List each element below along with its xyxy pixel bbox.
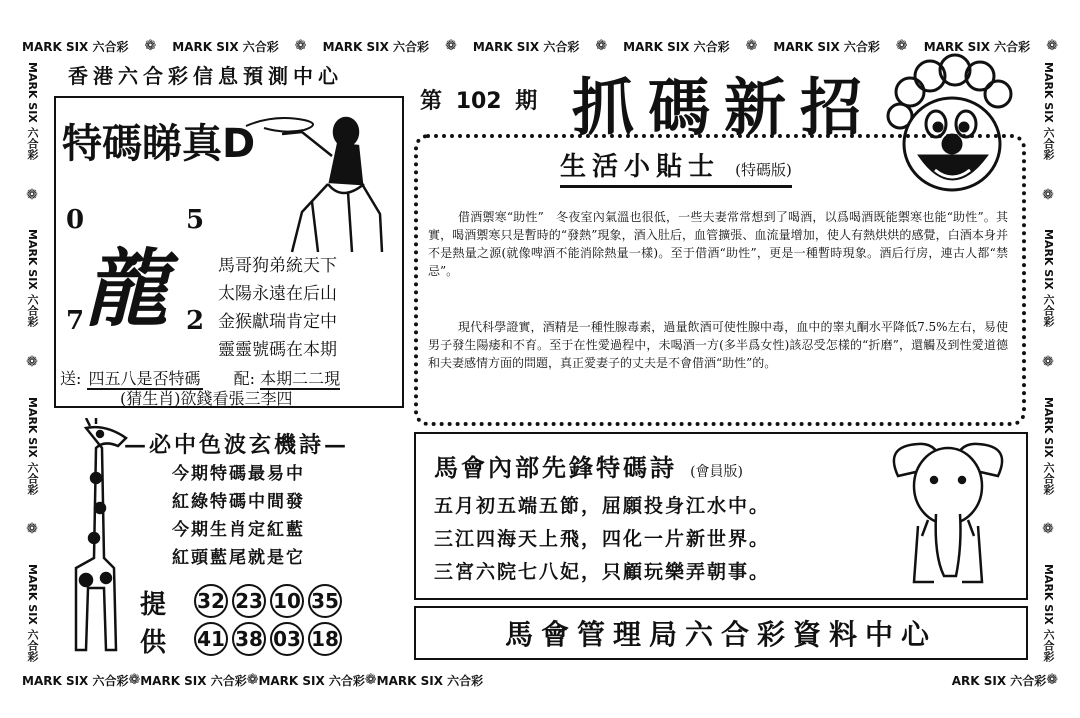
corner-number: 2 [186, 306, 205, 336]
vanguard-poem [434, 490, 770, 589]
issue-label [420, 84, 537, 115]
border-unit: MARK SIX 六合彩 [1042, 396, 1055, 495]
wave-title: —必中色波玄機詩— [124, 432, 350, 458]
vanguard-poem-line: 三江四海天上飛，四化一片新世界。 [434, 528, 771, 550]
bottom-border-strip [22, 670, 1058, 690]
vanguard-title: 馬會內部先鋒特碼詩 [434, 453, 677, 482]
tips-heading [560, 146, 792, 188]
flower-icon: ❁ [1042, 186, 1054, 203]
border-unit: MARK SIX 六合彩 [22, 673, 129, 688]
tips-paragraph: 借酒禦寒“助性” 冬夜室內氣溫也很低，一些夫妻常常想到了喝酒，以爲喝酒既能禦寒也能“助性”。其實，喝酒禦寒只是暫時的“發熱”現象，酒入肚后，血管擴張、血流量增加，使人有熱烘烘的感覺，白酒本身并不是熱量之源(就像啤酒不能消除熱量一樣)。至于借酒“助性”，更是一種暫時現象。酒后行房，連古人都“禁忌”。 [428, 210, 1008, 278]
border-unit: MARK SIX 六合彩 [773, 39, 880, 54]
border-unit: MARK SIX 六合彩 [258, 673, 365, 688]
tema-title: 特碼睇真D [62, 121, 256, 167]
border-unit: MARK SIX 六合彩 [26, 229, 39, 328]
wave-poem-line: 今期生肖定紅藍 [172, 520, 305, 540]
flower-icon: ❁ [595, 38, 608, 54]
border-unit: MARK SIX 六合彩 [1042, 564, 1055, 662]
number-row-bottom [194, 622, 346, 656]
center-name: 香港六合彩信息預測中心 [68, 64, 343, 88]
vanguard-heading [434, 448, 743, 483]
flower-icon: ❁ [26, 521, 38, 538]
flower-icon: ❁ [364, 672, 377, 688]
border-unit: MARK SIX 六合彩 [26, 564, 39, 662]
elephant-illustration [878, 436, 1018, 584]
border-unit: MARK SIX 六合彩 [1042, 62, 1055, 160]
corner-number: 5 [186, 205, 205, 235]
vanguard-edition: (會員版) [690, 464, 744, 480]
number-ball: 03 [270, 622, 304, 656]
flower-icon: ❁ [128, 672, 141, 688]
flower-icon: ❁ [1042, 521, 1054, 538]
left-border-strip [22, 62, 42, 662]
send-text: 四五八是否特碼 [88, 369, 201, 388]
flower-icon: ❁ [26, 353, 38, 370]
number-ball: 32 [194, 584, 228, 618]
corner-number: 0 [66, 205, 85, 235]
pair-label: 配: [233, 369, 256, 388]
number-ball: 38 [232, 622, 266, 656]
tips-paragraph: 現代科學證實，酒精是一種性腺毒素，過量飲酒可使性腺中毒，血中的睾丸酮水平降低7.5%左右，易使男子發生陽痿和不育。至于在性愛過程中，未喝酒一方(多半爲女性)該忍受怎樣的“折磨”，還觸及到性愛道德和夫妻感情方面的問題，真正愛妻子的丈夫是不會借酒“助性”的。 [428, 320, 1008, 370]
flower-icon: ❁ [445, 38, 457, 54]
pair-text: 本期二二現 [260, 369, 341, 388]
flower-icon: ❁ [1042, 353, 1054, 370]
tema-poem [218, 252, 337, 364]
send-label: 送: [60, 369, 82, 388]
provide-label-bottom: 供 [140, 628, 167, 658]
border-unit: MARK SIX 六合彩 [140, 673, 247, 688]
issue-prefix: 第 [420, 89, 443, 114]
flower-icon: ❁ [1046, 38, 1058, 54]
tema-poem-line: 馬哥狗弟統天下 [218, 256, 337, 276]
tema-poem-line: 靈靈號碼在本期 [218, 340, 337, 360]
number-row-top [194, 584, 346, 618]
vanguard-poem-line: 三宮六院七八妃，只顧玩樂弄朝事。 [434, 561, 771, 583]
wave-poem-line: 紅綠特碼中間發 [172, 492, 305, 512]
border-unit: MARK SIX 六合彩 [472, 39, 580, 54]
flower-icon: ❁ [1046, 672, 1058, 688]
number-ball: 35 [308, 584, 342, 618]
flower-icon: ❁ [144, 38, 157, 54]
footer-banner [414, 606, 1028, 660]
main-title: 抓碼新招 [572, 71, 877, 144]
number-ball: 10 [270, 584, 304, 618]
tema-poem-line: 太陽永遠在后山 [218, 284, 337, 304]
issue-number: 102 [455, 89, 502, 114]
border-unit: MARK SIX 六合彩 [22, 39, 129, 54]
border-unit: MARK SIX 六合彩 [172, 39, 279, 54]
vanguard-poem-line: 五月初五端五節，屈願投身江水中。 [434, 495, 771, 517]
border-unit: MARK SIX 六合彩 [376, 673, 484, 688]
border-unit: MARK SIX 六合彩 [623, 39, 730, 54]
big-zodiac-char: 龍 [84, 240, 169, 338]
tips-edition: (特碼版) [735, 161, 792, 179]
guess-text: (猜生肖)欲錢看張三李四 [120, 389, 293, 408]
corner-number: 7 [66, 306, 85, 336]
tips-title: 生活小貼士 [560, 152, 721, 182]
border-unit: MARK SIX 六合彩 [26, 62, 39, 160]
wave-poem-line: 紅頭藍尾就是它 [172, 548, 305, 568]
number-ball: 23 [232, 584, 266, 618]
flower-icon: ❁ [294, 38, 307, 54]
border-unit: MARK SIX 六合彩 [322, 39, 430, 54]
issue-suffix: 期 [515, 89, 538, 114]
flower-icon: ❁ [246, 672, 259, 688]
number-ball: 18 [308, 622, 342, 656]
flower-icon: ❁ [26, 186, 38, 203]
border-unit: ARK SIX 六合彩 [951, 673, 1047, 688]
flower-icon: ❁ [895, 38, 908, 54]
right-border-strip [1038, 62, 1058, 662]
woman-illustration [272, 112, 396, 260]
border-unit: MARK SIX 六合彩 [923, 39, 1031, 54]
tema-poem-line: 金猴獻瑞肯定中 [218, 312, 337, 332]
number-ball: 41 [194, 622, 228, 656]
flower-icon: ❁ [745, 38, 758, 54]
provide-label-top: 提 [140, 590, 167, 620]
footer-banner-text: 馬會管理局六合彩資料中心 [504, 618, 937, 651]
border-unit: MARK SIX 六合彩 [26, 396, 39, 495]
border-unit: MARK SIX 六合彩 [1042, 229, 1055, 328]
wave-poem [172, 460, 305, 572]
wave-poem-line: 今期特碼最易中 [172, 464, 305, 484]
